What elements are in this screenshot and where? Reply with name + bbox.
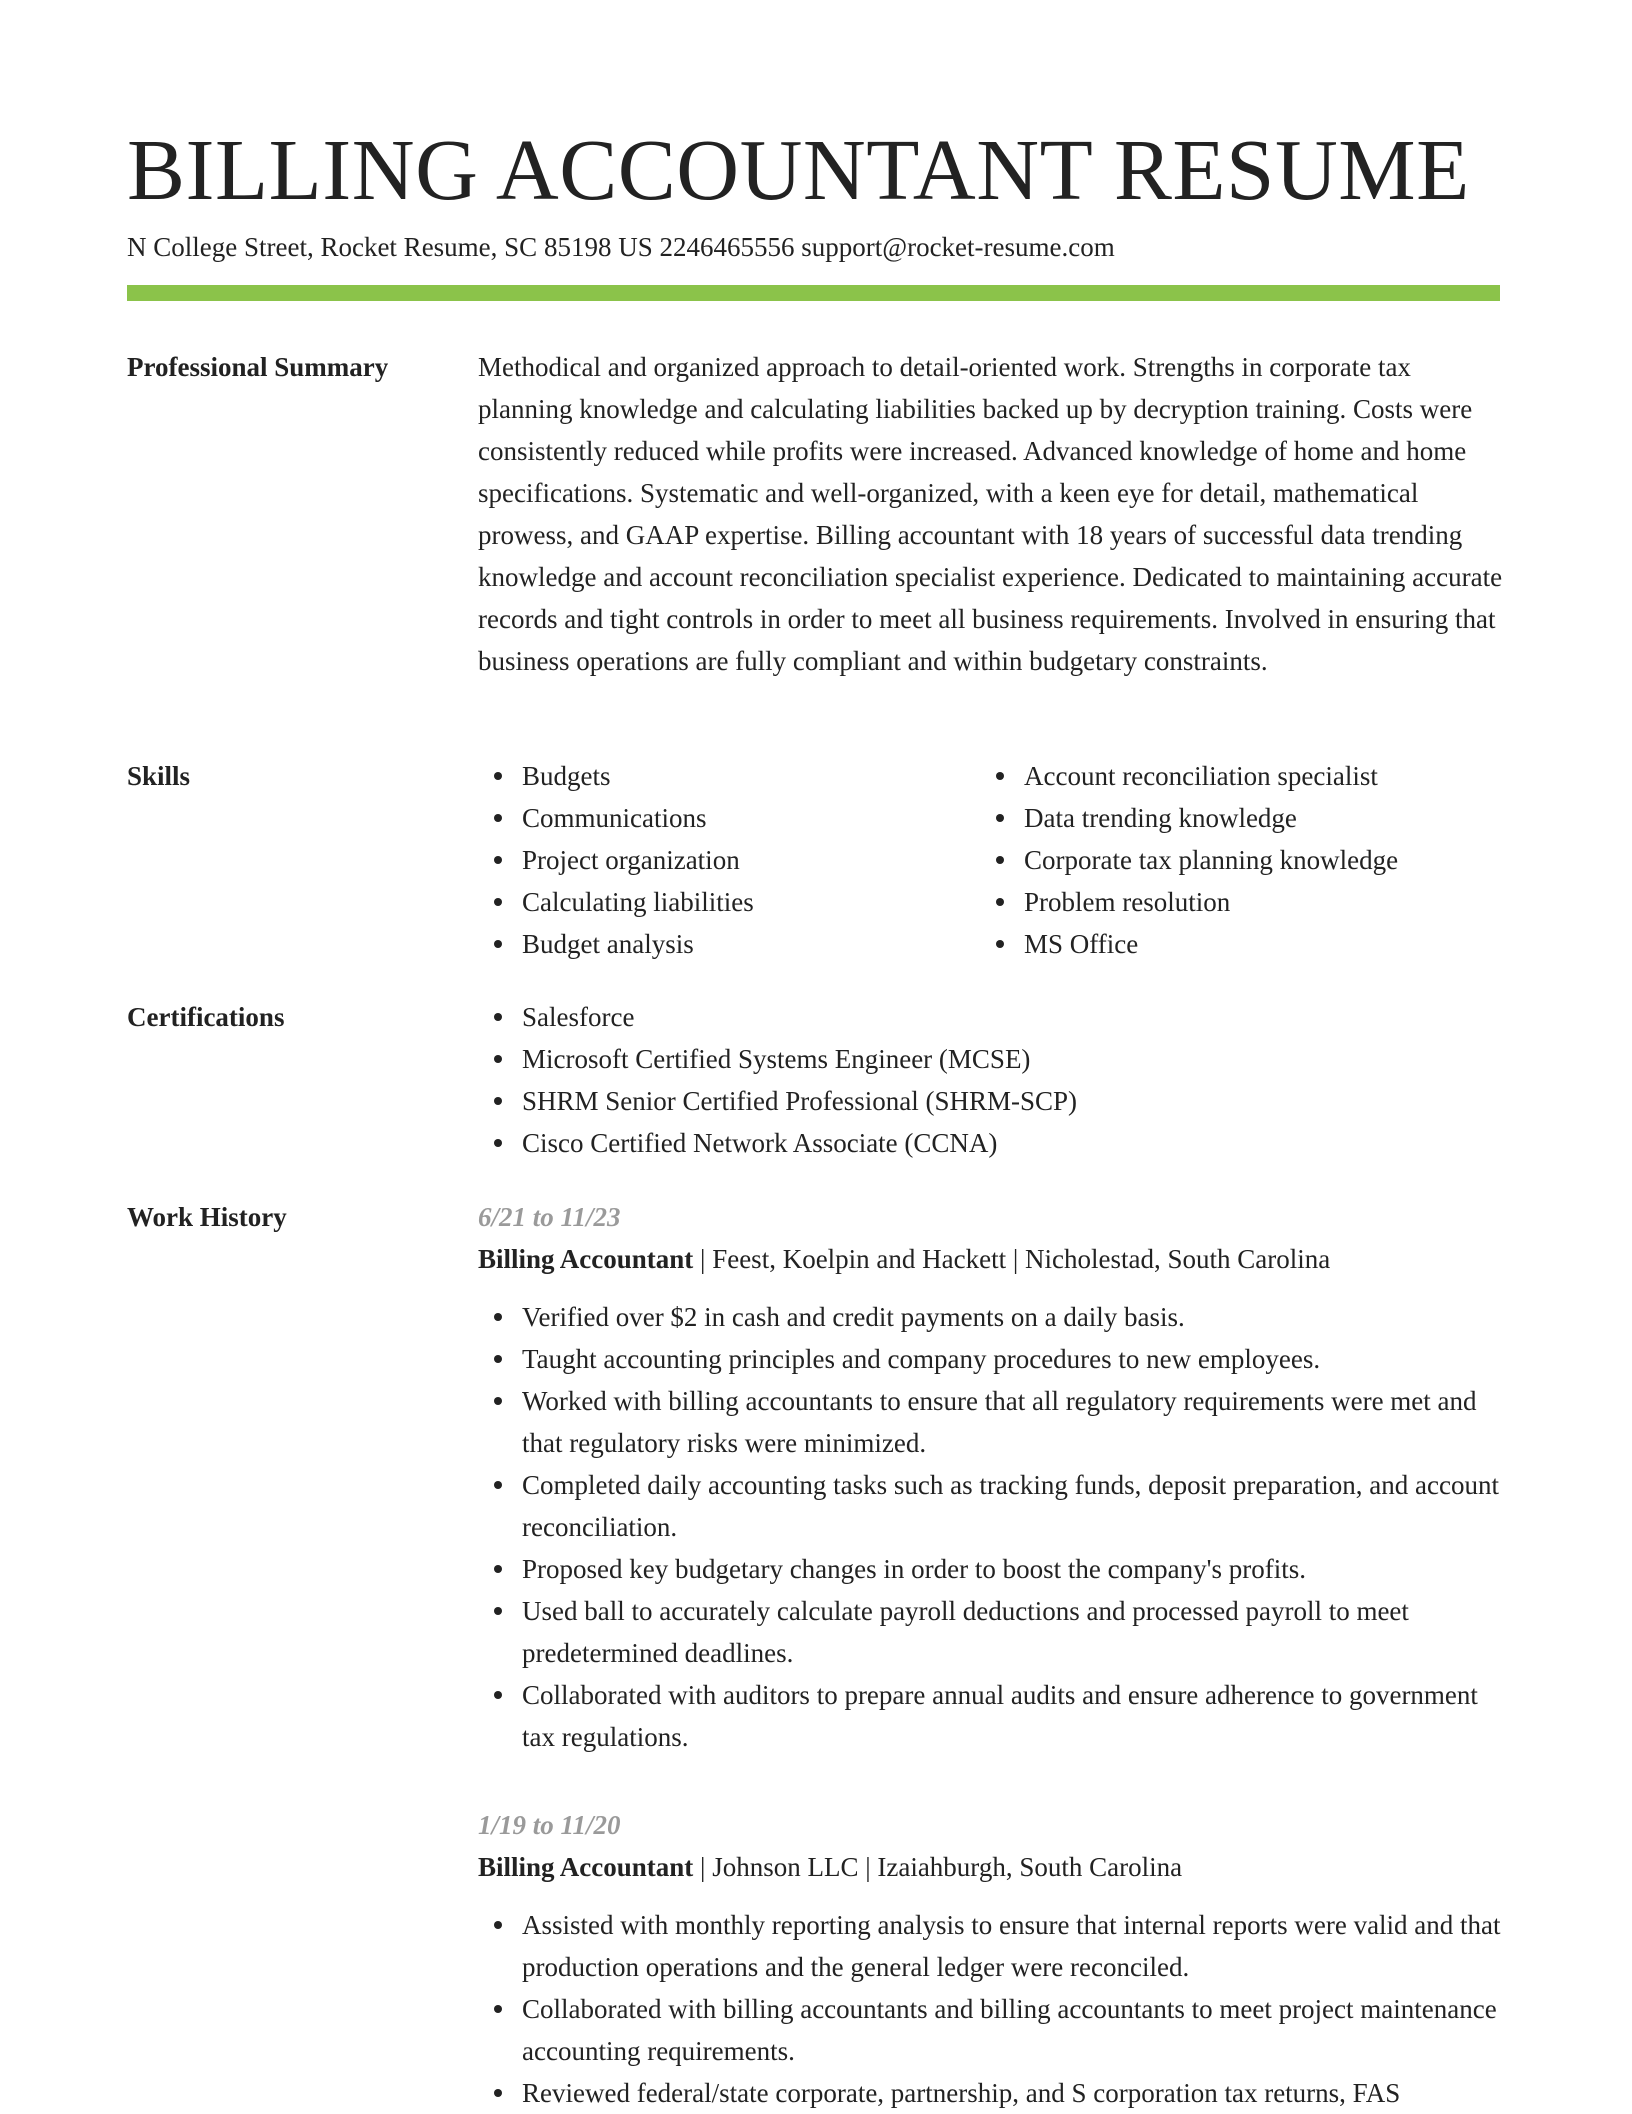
certifications-body [478, 996, 1503, 1164]
skill-item: Account reconciliation specialist [1024, 755, 1482, 797]
job-entry [478, 1196, 1503, 1758]
skill-item: Data trending knowledge [1024, 797, 1482, 839]
work-history-body [478, 1196, 1503, 2114]
job-bullets [478, 1904, 1503, 2114]
certification-item: SHRM Senior Certified Professional (SHRM-SCP) [522, 1080, 1503, 1122]
job-heading-line [478, 1238, 1503, 1280]
job-heading-line [478, 1846, 1503, 1888]
job-dates: 1/19 to 11/20 [478, 1810, 621, 1840]
skill-item: Budget analysis [522, 923, 980, 965]
summary-body [478, 346, 1503, 682]
skills-list-right [980, 755, 1482, 965]
skill-item: Budgets [522, 755, 980, 797]
summary-text: Methodical and organized approach to detail-oriented work. Strengths in corporate tax planning knowledge and calculating liabilities backed up by decryption training. Costs were consistently reduced while profits were increased. Advanced knowledge of home and home specifications. Systematic and well-organized, with a keen eye for detail, mathematical prowess, and GAAP expertise. Billing accountant with 18 years of successful data trending knowledge and account reconciliation specialist experience. Dedicated to maintaining accurate records and tight controls in order to meet all business requirements. Involved in ensuring that business operations are fully compliant and within budgetary constraints. [478, 352, 1503, 676]
certification-item: Microsoft Certified Systems Engineer (MCSE) [522, 1038, 1503, 1080]
job-bullet: Collaborated with auditors to prepare annual audits and ensure adherence to government tax regulations. [522, 1674, 1503, 1758]
accent-divider [127, 285, 1500, 301]
job-bullet: Verified over $2 in cash and credit payments on a daily basis. [522, 1296, 1503, 1338]
skills-columns [478, 755, 1503, 965]
certification-item: Salesforce [522, 996, 1503, 1038]
skill-item: Communications [522, 797, 980, 839]
contact-line: N College Street, Rocket Resume, SC 85198 US 2246465556 support@rocket-resume.com [127, 232, 1115, 262]
skill-item: MS Office [1024, 923, 1482, 965]
job-bullet: Proposed key budgetary changes in order to boost the company's profits. [522, 1548, 1503, 1590]
job-title: Billing Accountant [478, 1852, 694, 1882]
job-bullet: Taught accounting principles and company procedures to new employees. [522, 1338, 1503, 1380]
work-history-heading: Work History [127, 1202, 287, 1232]
skills-heading: Skills [127, 761, 191, 791]
job-bullet: Collaborated with billing accountants and billing accountants to meet project maintenance accounting requirements. [522, 1988, 1503, 2072]
job-bullet: Worked with billing accountants to ensure that all regulatory requirements were met and that regulatory risks were minimized. [522, 1380, 1503, 1464]
job-bullet: Assisted with monthly reporting analysis to ensure that internal reports were valid and that production operations and the general ledger were reconciled. [522, 1904, 1503, 1988]
job-bullet: Completed daily accounting tasks such as tracking funds, deposit preparation, and account reconciliation. [522, 1464, 1503, 1548]
job-dates: 6/21 to 11/23 [478, 1202, 621, 1232]
skill-item: Corporate tax planning knowledge [1024, 839, 1482, 881]
job-bullet: Reviewed federal/state corporate, partnership, and S corporation tax returns, FAS [522, 2072, 1503, 2114]
job-title: Billing Accountant [478, 1244, 694, 1274]
skills-column-right [980, 755, 1482, 965]
job-bullets [478, 1296, 1503, 1758]
skill-item: Project organization [522, 839, 980, 881]
certification-item: Cisco Certified Network Associate (CCNA) [522, 1122, 1503, 1164]
skills-column-left [478, 755, 980, 965]
skills-body [478, 755, 1503, 965]
job-entry [478, 1804, 1503, 2114]
skill-item: Problem resolution [1024, 881, 1482, 923]
resume-title: BILLING ACCOUNTANT RESUME [127, 121, 1470, 218]
summary-heading: Professional Summary [127, 352, 389, 382]
skill-item: Calculating liabilities [522, 881, 980, 923]
skills-list-left [478, 755, 980, 965]
job-details: | Feest, Koelpin and Hackett | Nicholestad, South Carolina [693, 1244, 1331, 1274]
job-bullet: Used ball to accurately calculate payroll deductions and processed payroll to meet predetermined deadlines. [522, 1590, 1503, 1674]
job-details: | Johnson LLC | Izaiahburgh, South Carolina [693, 1852, 1183, 1882]
certifications-heading: Certifications [127, 1002, 285, 1032]
certifications-list [478, 996, 1503, 1164]
